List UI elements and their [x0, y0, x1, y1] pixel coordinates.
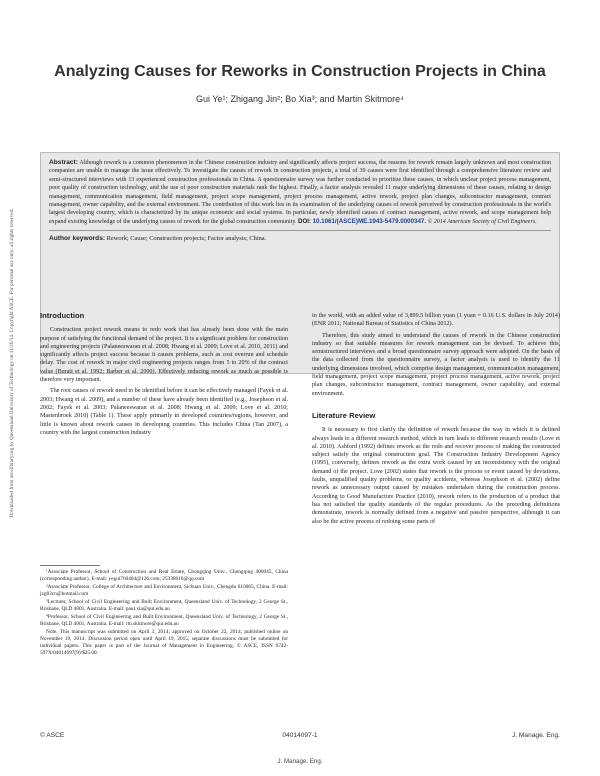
footer-copyright: © ASCE — [40, 732, 65, 739]
footnote-4: ⁴Professor, School of Civil Engineering and Built Environment, Queensland Univ. of Technology, 2 George St., Brisbane, QLD 4001, Australia. E-mail: rm.skitmore@qut.edu.au — [40, 614, 288, 627]
article-title: Analyzing Causes for Reworks in Construction Projects in China — [54, 63, 546, 80]
title-block — [40, 62, 560, 104]
keywords-line — [49, 235, 551, 242]
doi-label: DOI: — [297, 217, 312, 225]
submission-note: Note. This manuscript was submitted on April 3, 2014; approved on October 22, 2014; published online on November 19, 2014. Discussion period open until April 19, 2015; separate discussions must be submitted for individual papers. This paper is part of the Journal of Management in Engineering, © ASCE, ISSN 0742-597X/04014097(9)/$25.00. — [40, 629, 288, 656]
literature-review-heading: Literature Review — [312, 410, 376, 420]
footer-journal: J. Manage. Eng. — [511, 732, 560, 739]
keywords-divider — [49, 230, 551, 231]
footer-page-id: 04014097-1 — [282, 732, 318, 739]
footnote-1: ¹Associate Professor, School of Construction and Real Estate, Chongqing Univ., Chongqing 400045, China (corresponding author). E-mail: yegui760404@126.com; 25338616@qq.com — [40, 569, 288, 582]
intro-paragraph-2: The root causes of rework need to be identified before it can be effectively managed (Fayek et al. 2003; Hwang et al. 2009), and a number of these have already been identified (e.g., Josephson et al. 2002; Fayek et al. 2003; Palaneeswaran et al. 2008; Hwang et al. 2009; Love et al. 2010; Mastenbroek 2010) (Table 1). These apply primarily in developed countries/regions, however, and little is known about rework causes in developing countries. This includes China (Tan 2007), a country with the largest construction industry — [40, 388, 288, 436]
keywords-label: Author keywords: — [49, 235, 106, 243]
abstract-copyright: © 2014 American Society of Civil Engineers. — [427, 218, 537, 225]
bottom-journal-label: J. Manage. Eng. — [277, 758, 323, 765]
side-note-text: Downloaded from ascelibrary.org by Queensland University of Technology on 11/26/14. Copyright ASCE. For personal use only; all rights reserved. — [9, 208, 15, 518]
download-side-note — [2, 130, 14, 600]
right-column — [312, 312, 560, 529]
abstract-label: Abstract: — [49, 159, 78, 166]
doi-link[interactable]: 10.1061/(ASCE)ME.1943-5479.0000347. — [312, 217, 427, 225]
abstract-text: Although rework is a common phenomenon in the Chinese construction industry and significantly affects project success, the reasons for rework remain largely unknown and most construction companies are unable to manage the issue effectively. To investigate the causes of rework in construction projects, a total of 39 causes were first identified through a comprehensive literature review and semi-structured interviews with 13 experienced construction professionals in China. A questionnaire survey was further conducted to prioritize these causes, in which unclear project process management, poor quality of construction technology, and the use of poor construction materials rank the highest. Finally, a factor analysis revealed 11 major underlying dimensions of these causes, relating to design management, communication management, field management, project scope management, project process management, active rework, project plan changes, subcontractor management, contract management, owner capability, and the external environment. The contribution of this work lies in its examination of the underlying causes of rework perceived by construction professionals in the world's largest developing country, which is characterized by its unique economic and social systems. In particular, newly identified causes of contract management, active rework, and scope management help expand existing knowledge of the underlying causes of rework for the global construction community. — [49, 160, 551, 225]
introduction-heading: Introduction — [40, 311, 85, 320]
footnotes — [40, 569, 288, 658]
intro-paragraph-1: Construction project rework means to redo work that has already been done with the main purpose of satisfying the functional demand of the project. It is a significant problem for construction and engineering projects (Palaneeswaran et al. 2008; Hwang et al. 2009; Love et al. 2010, 2011) and significantly affects project success because it causes problems, such as cost overrun and schedule delay. The cost of rework in major civil engineering projects ranges from 5 to 20% of the contract value (Burati et al. 1992; Barber et al. 2000). Effectively reducing rework as much as possible is therefore very important. — [40, 327, 288, 384]
author-list: Gui Ye¹; Zhigang Jin²; Bo Xia³; and Martin Skitmore⁴ — [196, 94, 404, 104]
footnote-2: ²Associate Professor, College of Architecture and Environment, Sichuan Univ., Chengdu 610065, China. E-mail: jzg83cn@hotmail.com — [40, 584, 288, 597]
footnote-3: ³Lecturer, School of Civil Engineering and Built Environment, Queensland Univ. of Technology, 2 George St., Brisbane, QLD 4001, Australia. E-mail: paul.xia@qut.edu.au — [40, 599, 288, 612]
intro-paragraph-3: in the world, with an added value of 3,899.5 billion yuan (1 yuan = 0.16 U.S. dollars in July 2014) (ENR 2011; National Bureau of Statistics of China 2012). — [312, 313, 560, 328]
literature-paragraph-1: It is necessary to first clarify the definition of rework because the way in which it is defined always leads to a different research method, which in turn leads to different research results (Love et al. 2010). Ashford (1992) defines rework as the redo and recover process of making the constructed subject satisfy the original construction goal. The Construction Industry Development Agency (1995), conversely, defines rework as the extra work caused by an inconsistency with the original demand of the project. Love (2002) states that rework is the process or event caused by deviations, faults, unqualified quality problems, or quality accidents, whereas Josephson et al. (2002) define rework as unnecessary output caused by mistakes undertaken during the construction process. According to Good Manufacture Practice (2010), rework refers to the production of a product that has not satisfied the quality standards of the regular procedures. As the preceding definitions demonstrate, rework is normally defined from a negative and passive perspective, although it can also be the active process of redoing some parts of — [312, 427, 560, 525]
keywords-text: Rework; Cause; Construction projects; Factor analysis; China. — [106, 235, 267, 243]
left-column — [40, 312, 288, 440]
footnote-divider — [40, 565, 100, 566]
intro-paragraph-4: Therefore, this study aimed to understand the causes of rework in the Chinese construction industry so that suitable measures for rework management can be devised. To achieve this, semistructured interviews and a broad questionnaire survey approach were adopted. On the basis of the data collected from the questionnaire survey, a factor analysis is used to identify the 11 underlying dimensions involved, which comprise design management, communication management, field management, project scope management, project process management, active rework, project plan changes, subcontractor management, contract management, owner capability, and external environment. — [312, 332, 560, 397]
abstract-paragraph — [49, 159, 551, 226]
